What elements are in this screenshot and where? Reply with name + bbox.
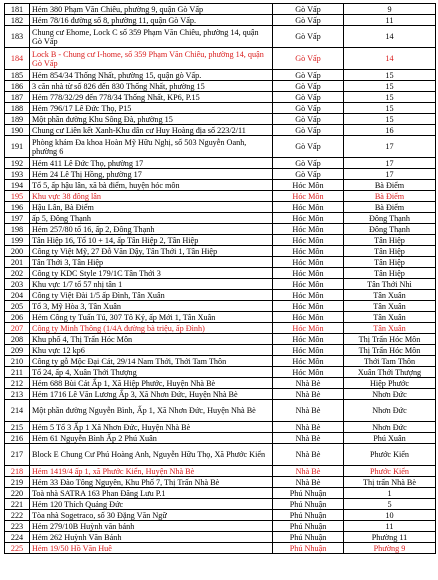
ward-cell: Xuân Thới Thượng	[344, 367, 436, 378]
ward-cell: Nhơn Đức	[344, 389, 436, 400]
address-cell: Hẻm 411 Lê Đức Thọ, phường 17	[30, 158, 273, 169]
district-cell: Phú Nhuận	[273, 543, 344, 554]
table-row	[5, 279, 436, 290]
table-row	[5, 169, 436, 180]
address-cell: Hẻm 120 Thích Quảng Đức	[30, 499, 273, 510]
ward-cell: 16	[344, 125, 436, 136]
row-number: 211	[5, 367, 30, 378]
ward-cell: Phường 11	[344, 532, 436, 543]
district-cell: Gò Vấp	[273, 169, 344, 180]
table-row	[5, 499, 436, 510]
table-row	[5, 92, 436, 103]
ward-cell: Đông Thạnh	[344, 224, 436, 235]
row-number: 208	[5, 334, 30, 345]
row-number: 190	[5, 125, 30, 136]
district-cell: Gò Vấp	[273, 81, 344, 92]
table-row	[5, 345, 436, 356]
table-row	[5, 180, 436, 191]
row-number: 203	[5, 279, 30, 290]
address-cell: Tổ 5, ấp hậu lân, xã bà điểm, huyện hóc môn	[30, 180, 273, 191]
address-cell: Khu vực 12 kp6	[30, 345, 273, 356]
row-number: 182	[5, 15, 30, 26]
ward-cell: 5	[344, 499, 436, 510]
row-number: 207	[5, 323, 30, 334]
district-cell: Gò Vấp	[273, 136, 344, 158]
address-cell: Một phần đường Khu Sông Đà, phường 15	[30, 114, 273, 125]
ward-cell: Phước Kiển	[344, 466, 436, 477]
ward-cell: 15	[344, 70, 436, 81]
address-cell: Hẻm 19/50 Hồ Văn Huê	[30, 543, 273, 554]
row-number: 217	[5, 444, 30, 466]
ward-cell: Tân Hiệp	[344, 246, 436, 257]
address-cell: Chung cư Liên kết Xanh-Khu dân cư Huy Hoàng địa số 223/2/11	[30, 125, 273, 136]
district-cell: Gò Vấp	[273, 103, 344, 114]
district-cell: Hóc Môn	[273, 334, 344, 345]
row-number: 183	[5, 26, 30, 48]
ward-cell: Thị trấn Nhà Bè	[344, 477, 436, 488]
table-row	[5, 81, 436, 92]
district-cell: Hóc Môn	[273, 235, 344, 246]
table-row	[5, 202, 436, 213]
ward-cell: Phú Xuân	[344, 433, 436, 444]
row-number: 206	[5, 312, 30, 323]
row-number: 188	[5, 103, 30, 114]
row-number: 220	[5, 488, 30, 499]
table-row	[5, 235, 436, 246]
row-number: 198	[5, 224, 30, 235]
address-cell: Khu vực 38 đông lân	[30, 191, 273, 202]
district-cell: Nhà Bè	[273, 389, 344, 400]
address-cell: Khu phố 4, Thị Trấn Hóc Môn	[30, 334, 273, 345]
address-cell: Hẻm 1419/4 ấp 1, xã Phước Kiển, Huyện Nhà Bè	[30, 466, 273, 477]
table-row	[5, 543, 436, 554]
row-number: 187	[5, 92, 30, 103]
row-number: 185	[5, 70, 30, 81]
district-cell: Hóc Môn	[273, 213, 344, 224]
table-row	[5, 389, 436, 400]
district-cell: Hóc Môn	[273, 290, 344, 301]
table-row	[5, 477, 436, 488]
row-number: 191	[5, 136, 30, 158]
address-cell: Hẻm Công ty Tuấn Tú, 307 Tô Ký, ấp Mới 1, Tân Xuân	[30, 312, 273, 323]
address-cell: Hẻm 1716 Lê Văn Lương Ấp 3, Xã Nhơn Đức, Huyện Nhà Bè	[30, 389, 273, 400]
row-number: 195	[5, 191, 30, 202]
address-cell: 3 căn nhà từ số 826 đến 830 Thống Nhất, phường 15	[30, 81, 273, 92]
ward-cell: 15	[344, 92, 436, 103]
table-row	[5, 268, 436, 279]
address-cell: Công ty Minh Thông (1/4A đường bà triệu, ấp Đình)	[30, 323, 273, 334]
ward-cell: Phước Kiển	[344, 444, 436, 466]
ward-cell: Tân Hiệp	[344, 235, 436, 246]
ward-cell: Thị Trấn Hóc Môn	[344, 345, 436, 356]
row-number: 184	[5, 48, 30, 70]
row-number: 200	[5, 246, 30, 257]
table-row	[5, 510, 436, 521]
document-sheet	[4, 3, 435, 554]
row-number: 192	[5, 158, 30, 169]
address-cell: Tân Thới 3, Tân Hiệp	[30, 257, 273, 268]
table-row	[5, 114, 436, 125]
district-cell: Hóc Môn	[273, 246, 344, 257]
district-cell: Phú Nhuận	[273, 499, 344, 510]
district-cell: Nhà Bè	[273, 400, 344, 422]
table-row	[5, 312, 436, 323]
row-number: 212	[5, 378, 30, 389]
ward-cell: Tân Xuân	[344, 301, 436, 312]
row-number: 205	[5, 301, 30, 312]
address-cell: Hẻm 257/80 tổ 16, ấp 2, Đông Thạnh	[30, 224, 273, 235]
row-number: 210	[5, 356, 30, 367]
table-row	[5, 4, 436, 15]
table-row	[5, 532, 436, 543]
district-cell: Gò Vấp	[273, 125, 344, 136]
table-row	[5, 323, 436, 334]
ward-cell: 17	[344, 169, 436, 180]
district-cell: Hóc Môn	[273, 202, 344, 213]
address-cell: Tòa nhà Sogetraco, số 30 Đặng Văn Ngữ	[30, 510, 273, 521]
address-cell: Hẻm 279/10B Huỳnh văn bánh	[30, 521, 273, 532]
district-cell: Hóc Môn	[273, 345, 344, 356]
district-cell: Nhà Bè	[273, 378, 344, 389]
row-number: 219	[5, 477, 30, 488]
district-cell: Hóc Môn	[273, 367, 344, 378]
table-row	[5, 521, 436, 532]
table-row	[5, 26, 436, 48]
ward-cell: Tân Xuân	[344, 323, 436, 334]
address-cell: Hẻm 61 Nguyễn Bình Ấp 2 Phú Xuân	[30, 433, 273, 444]
address-cell: Hẻm 78/16 đường số 8, phường 11, quận Gò Vấp.	[30, 15, 273, 26]
table-row	[5, 136, 436, 158]
table-row	[5, 103, 436, 114]
address-cell: Hẻm 778/32/29 đến 778/34 Thống Nhất, KP6, P.15	[30, 92, 273, 103]
table-row	[5, 422, 436, 433]
district-cell: Gò Vấp	[273, 15, 344, 26]
table-row	[5, 213, 436, 224]
table-row	[5, 301, 436, 312]
row-number: 222	[5, 510, 30, 521]
table-row	[5, 70, 436, 81]
row-number: 193	[5, 169, 30, 180]
ward-cell: 15	[344, 81, 436, 92]
table-row	[5, 224, 436, 235]
row-number: 214	[5, 400, 30, 422]
address-cell: Lock B - Chung cư I-home, số 359 Phạm Văn Chiêu, phường 14, quận Gò Vấp	[30, 48, 273, 70]
table-row	[5, 433, 436, 444]
ward-cell: 11	[344, 15, 436, 26]
address-cell: Chung cư Ehome, Lock C số 359 Phạm Văn Chiêu, phường 14, quận Gò Vấp	[30, 26, 273, 48]
table-row	[5, 158, 436, 169]
district-cell: Hóc Môn	[273, 279, 344, 290]
address-cell: Block E Chung Cư Phú Hoàng Anh, Nguyễn Hữu Thọ, Xã Phước Kiển	[30, 444, 273, 466]
district-cell: Nhà Bè	[273, 444, 344, 466]
ward-cell: 9	[344, 4, 436, 15]
address-cell: Công ty gỗ Mộc Đại Cát, 29/14 Nam Thới, Thới Tam Thôn	[30, 356, 273, 367]
row-number: 196	[5, 202, 30, 213]
ward-cell: Tân Hiệp	[344, 268, 436, 279]
district-cell: Phú Nhuận	[273, 521, 344, 532]
ward-cell: 11	[344, 521, 436, 532]
district-cell: Hóc Môn	[273, 356, 344, 367]
address-cell: Hẻm 262 Huỳnh Văn Bánh	[30, 532, 273, 543]
row-number: 202	[5, 268, 30, 279]
address-cell: Công ty Việt Mỹ, 27 Đỗ Văn Dậy, Tân Thới 1, Tân Hiệp	[30, 246, 273, 257]
row-number: 186	[5, 81, 30, 92]
district-cell: Gò Vấp	[273, 114, 344, 125]
table-body	[5, 4, 436, 554]
address-cell: Hậu Lân, Bà Điểm	[30, 202, 273, 213]
address-cell: Hẻm 24 Lê Thị Hồng, phường 17	[30, 169, 273, 180]
ward-cell: 15	[344, 114, 436, 125]
table-row	[5, 356, 436, 367]
district-cell: Hóc Môn	[273, 312, 344, 323]
row-number: 181	[5, 4, 30, 15]
ward-cell: Nhơn Đức	[344, 422, 436, 433]
address-cell: Hẻm 380 Phạm Văn Chiêu, phường 9, quận Gò Vấp	[30, 4, 273, 15]
ward-cell: 17	[344, 136, 436, 158]
row-number: 224	[5, 532, 30, 543]
table-row	[5, 257, 436, 268]
table-row	[5, 444, 436, 466]
district-cell: Hóc Môn	[273, 257, 344, 268]
table-row	[5, 466, 436, 477]
address-cell: Công ty KDC Style 179/1C Tân Thới 3	[30, 268, 273, 279]
district-cell: Gò Vấp	[273, 48, 344, 70]
row-number: 199	[5, 235, 30, 246]
address-cell: Công ty Việt Đài 1/5 ấp Đình, Tân Xuân	[30, 290, 273, 301]
row-number: 216	[5, 433, 30, 444]
table-row	[5, 125, 436, 136]
table-row	[5, 488, 436, 499]
district-cell: Nhà Bè	[273, 422, 344, 433]
ward-cell: Hiệp Phước	[344, 378, 436, 389]
ward-cell: 14	[344, 48, 436, 70]
address-cell: Hẻm 796/17 Lê Đức Thọ, P15	[30, 103, 273, 114]
district-cell: Nhà Bè	[273, 466, 344, 477]
row-number: 223	[5, 521, 30, 532]
district-cell: Hóc Môn	[273, 224, 344, 235]
ward-cell: 17	[344, 158, 436, 169]
row-number: 189	[5, 114, 30, 125]
ward-cell: Đông Thạnh	[344, 213, 436, 224]
district-cell: Hóc Môn	[273, 268, 344, 279]
district-cell: Nhà Bè	[273, 433, 344, 444]
district-cell: Gò Vấp	[273, 158, 344, 169]
ward-cell: 10	[344, 510, 436, 521]
location-table	[4, 3, 436, 554]
row-number: 197	[5, 213, 30, 224]
row-number: 194	[5, 180, 30, 191]
district-cell: Phú Nhuận	[273, 532, 344, 543]
row-number: 201	[5, 257, 30, 268]
table-row	[5, 367, 436, 378]
ward-cell: 1	[344, 488, 436, 499]
ward-cell: Tân Thới Nhì	[344, 279, 436, 290]
district-cell: Hóc Môn	[273, 180, 344, 191]
district-cell: Gò Vấp	[273, 70, 344, 81]
address-cell: Hẻm 688 Bùi Cát Ấp 1, Xã Hiệp Phước, Huyện Nhà Bè	[30, 378, 273, 389]
table-row	[5, 334, 436, 345]
row-number: 221	[5, 499, 30, 510]
ward-cell: Tân Xuân	[344, 290, 436, 301]
address-cell: Tân Hiệp 16, Tổ 10 + 14, ấp Tân Hiệp 2, Tân Hiệp	[30, 235, 273, 246]
ward-cell: Thới Tam Thôn	[344, 356, 436, 367]
address-cell: Hẻm 33 Đào Tông Nguyên, Khu Phố 7, Thị Trấn Nhà Bè	[30, 477, 273, 488]
district-cell: Phú Nhuận	[273, 510, 344, 521]
table-row	[5, 400, 436, 422]
row-number: 204	[5, 290, 30, 301]
district-cell: Gò Vấp	[273, 26, 344, 48]
ward-cell: Bà Điểm	[344, 202, 436, 213]
table-row	[5, 290, 436, 301]
ward-cell: Phường 9	[344, 543, 436, 554]
address-cell: ấp 5, Đông Thạnh	[30, 213, 273, 224]
address-cell: Phòng khám Đa khoa Hoàn Mỹ Hữu Nghị, số 503 Nguyễn Oanh, phường 6	[30, 136, 273, 158]
ward-cell: 14	[344, 26, 436, 48]
district-cell: Phú Nhuận	[273, 488, 344, 499]
table-row	[5, 15, 436, 26]
district-cell: Hóc Môn	[273, 301, 344, 312]
address-cell: Một phần đường Nguyễn Bình, Ấp 1, Xã Nhơn Đức, Huyện Nhà Bè	[30, 400, 273, 422]
address-cell: Tổ 3, Mỹ Hòa 3, Tân Xuân	[30, 301, 273, 312]
ward-cell: Tân Hiệp	[344, 257, 436, 268]
ward-cell: Thị Trấn Hóc Môn	[344, 334, 436, 345]
district-cell: Hóc Môn	[273, 323, 344, 334]
table-row	[5, 378, 436, 389]
row-number: 213	[5, 389, 30, 400]
table-row	[5, 48, 436, 70]
district-cell: Hóc Môn	[273, 191, 344, 202]
row-number: 225	[5, 543, 30, 554]
address-cell: Hẻm 854/34 Thống Nhất, phường 15, quận gò Vấp.	[30, 70, 273, 81]
table-row	[5, 246, 436, 257]
ward-cell: Tân Xuân	[344, 312, 436, 323]
table-row	[5, 191, 436, 202]
address-cell: Toà nhà SATRA 163 Phan Đăng Lưu P.1	[30, 488, 273, 499]
ward-cell: Nhơn Đức	[344, 400, 436, 422]
ward-cell: Bà Điểm	[344, 180, 436, 191]
ward-cell: Bà Điểm	[344, 191, 436, 202]
district-cell: Gò Vấp	[273, 92, 344, 103]
ward-cell: 15	[344, 103, 436, 114]
address-cell: Khu vực 1/7 tổ 57 nhị tân 1	[30, 279, 273, 290]
district-cell: Nhà Bè	[273, 477, 344, 488]
district-cell: Gò Vấp	[273, 4, 344, 15]
row-number: 218	[5, 466, 30, 477]
row-number: 209	[5, 345, 30, 356]
address-cell: Hẻm 5 Tổ 3 Ấp 1 Xã Nhơn Đức, Huyện Nhà Bè	[30, 422, 273, 433]
address-cell: Tổ 24, ấp 4, Xuân Thới Thượng	[30, 367, 273, 378]
row-number: 215	[5, 422, 30, 433]
